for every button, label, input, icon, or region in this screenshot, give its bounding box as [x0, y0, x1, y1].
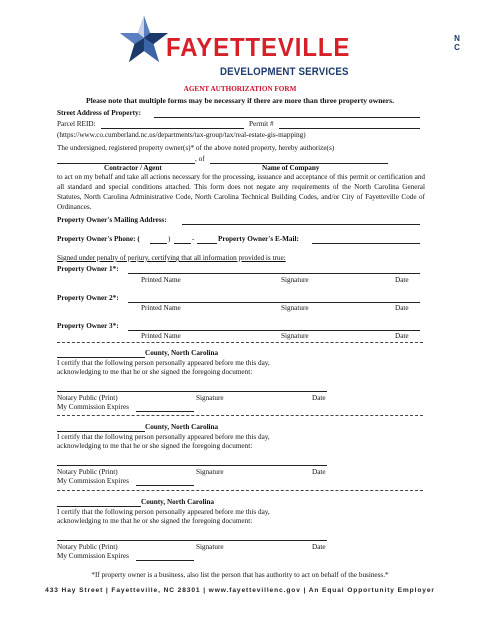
notary-3-notary-label: Notary Public (Print)	[57, 543, 118, 551]
permit-label: Permit #	[249, 120, 274, 128]
notary-3-certify-line-2: acknowledging to me that he or she signed the foregoing document:	[57, 517, 253, 525]
owner-2-printed-name-label: Printed Name	[141, 304, 181, 312]
of-label: , of	[195, 155, 205, 163]
notary-2-certify-line-2: acknowledging to me that he or she signed the foregoing document:	[57, 442, 253, 450]
notary-2-county-label: County, North Carolina	[145, 423, 219, 431]
business-note: *If property owner is a business, also list the person that has authority to act on behalf of the business.*	[91, 571, 389, 579]
notary-2-commission-label: My Commission Expires	[57, 477, 129, 485]
permit-field[interactable]	[279, 128, 420, 129]
email-label: Property Owner's E-Mail:	[218, 235, 299, 243]
form-note: Please note that multiple forms may be necessary if there are more than three property owners.	[85, 96, 395, 105]
owner-3-printed-name-label: Printed Name	[141, 332, 181, 340]
notary-3-certify-line-1: I certify that the following person personally appeared before me this day,	[57, 508, 270, 516]
owner-3-signature-line[interactable]	[128, 330, 420, 331]
notary-1-signature-line[interactable]	[57, 391, 327, 392]
mailing-address-field[interactable]	[182, 224, 420, 225]
footer-contact: 433 Hay Street | Fayetteville, NC 28301 | www.fayettevillenc.gov | An Equal Opportunity Employer	[45, 587, 435, 594]
notary-2-notary-label: Notary Public (Print)	[57, 468, 118, 476]
owner-3-date-label: Date	[395, 332, 409, 340]
notary-1-county-label: County, North Carolina	[145, 349, 219, 357]
parcel-reid-label: Parcel REID:	[57, 120, 96, 128]
notary-3-date-label: Date	[312, 543, 326, 551]
notary-3-commission-field[interactable]	[136, 560, 194, 561]
notary-2-signature-label: Signature	[196, 468, 224, 476]
owner-1-label: Property Owner 1*:	[57, 265, 119, 273]
phone-paren: )	[168, 235, 171, 243]
notary-1-certify-line-2: acknowledging to me that he or she signed the foregoing document:	[57, 368, 253, 376]
owner-1-date-label: Date	[395, 276, 409, 284]
notary-1-notary-label: Notary Public (Print)	[57, 394, 118, 402]
section-divider	[57, 415, 423, 416]
state-abbreviation: N C	[454, 34, 460, 52]
owner-2-date-label: Date	[395, 304, 409, 312]
phone-area-code-field[interactable]	[150, 243, 167, 244]
authorization-text: to act on my behalf and take all actions necessary for the processing, issuance and acceptance of this permit or certification and all standard and special conditions attached. This form does not negate any requirements of the North Carolina General Statutes, North Carolina Administrative Code, North Carolina Technical Building Codes, and/or City of Fayetteville Code of Ordinances.	[57, 173, 425, 211]
owner-2-signature-label: Signature	[281, 304, 309, 312]
notary-1-signature-label: Signature	[196, 394, 224, 402]
notary-3-county-label: County, North Carolina	[141, 498, 215, 506]
owner-2-label: Property Owner 2*:	[57, 294, 119, 302]
form-title: AGENT AUTHORIZATION FORM	[183, 85, 297, 93]
owner-1-signature-line[interactable]	[128, 273, 420, 274]
notary-1-county-field[interactable]	[57, 357, 145, 358]
notary-3-commission-label: My Commission Expires	[57, 552, 129, 560]
owner-2-signature-line[interactable]	[128, 302, 420, 303]
street-address-field[interactable]	[154, 117, 420, 118]
owner-3-signature-label: Signature	[281, 332, 309, 340]
notary-1-commission-field[interactable]	[136, 411, 194, 412]
fayetteville-logo	[118, 14, 460, 78]
phone-dash: -	[192, 235, 195, 243]
org-name: FAYETTEVILLE	[166, 32, 351, 62]
section-divider	[57, 490, 423, 491]
perjury-statement: Signed under penalty of perjury, certifying that all information provided is true:	[57, 254, 286, 262]
notary-2-date-label: Date	[312, 468, 326, 476]
phone-line-field[interactable]	[197, 243, 217, 244]
section-divider	[57, 342, 423, 343]
notary-2-certify-line-1: I certify that the following person personally appeared before me this day,	[57, 433, 270, 441]
notary-2-signature-line[interactable]	[57, 465, 327, 466]
notary-2-county-field[interactable]	[57, 431, 145, 432]
phone-label: Property Owner's Phone: (	[57, 235, 140, 243]
notary-3-signature-label: Signature	[196, 543, 224, 551]
notary-1-date-label: Date	[312, 394, 326, 402]
gis-url[interactable]: (https://www.co.cumberland.nc.us/departments/tax-group/tax/real-estate-gis-mapping)	[57, 131, 306, 139]
mailing-address-label: Property Owner's Mailing Address:	[57, 216, 167, 224]
owner-1-printed-name-label: Printed Name	[141, 276, 181, 284]
notary-1-commission-label: My Commission Expires	[57, 403, 129, 411]
owner-1-signature-label: Signature	[281, 276, 309, 284]
notary-2-commission-field[interactable]	[136, 485, 194, 486]
notary-1-certify-line-1: I certify that the following person personally appeared before me this day,	[57, 359, 270, 367]
notary-3-signature-line[interactable]	[57, 540, 327, 541]
contractor-agent-label: Contractor / Agent	[104, 164, 162, 172]
company-name-label: Name of Company	[262, 164, 320, 172]
street-address-label: Street Address of Property:	[57, 109, 142, 117]
department-name: DEVELOPMENT SERVICES	[220, 66, 349, 78]
star-logo-icon	[118, 14, 170, 66]
owner-3-label: Property Owner 3*:	[57, 322, 119, 330]
email-field[interactable]	[312, 243, 420, 244]
parcel-reid-field[interactable]	[101, 128, 244, 129]
authorization-intro: The undersigned, registered property owner(s)* of the above noted property, hereby authorize(s)	[57, 144, 335, 152]
phone-prefix-field[interactable]	[174, 243, 191, 244]
notary-3-county-field[interactable]	[57, 506, 141, 507]
